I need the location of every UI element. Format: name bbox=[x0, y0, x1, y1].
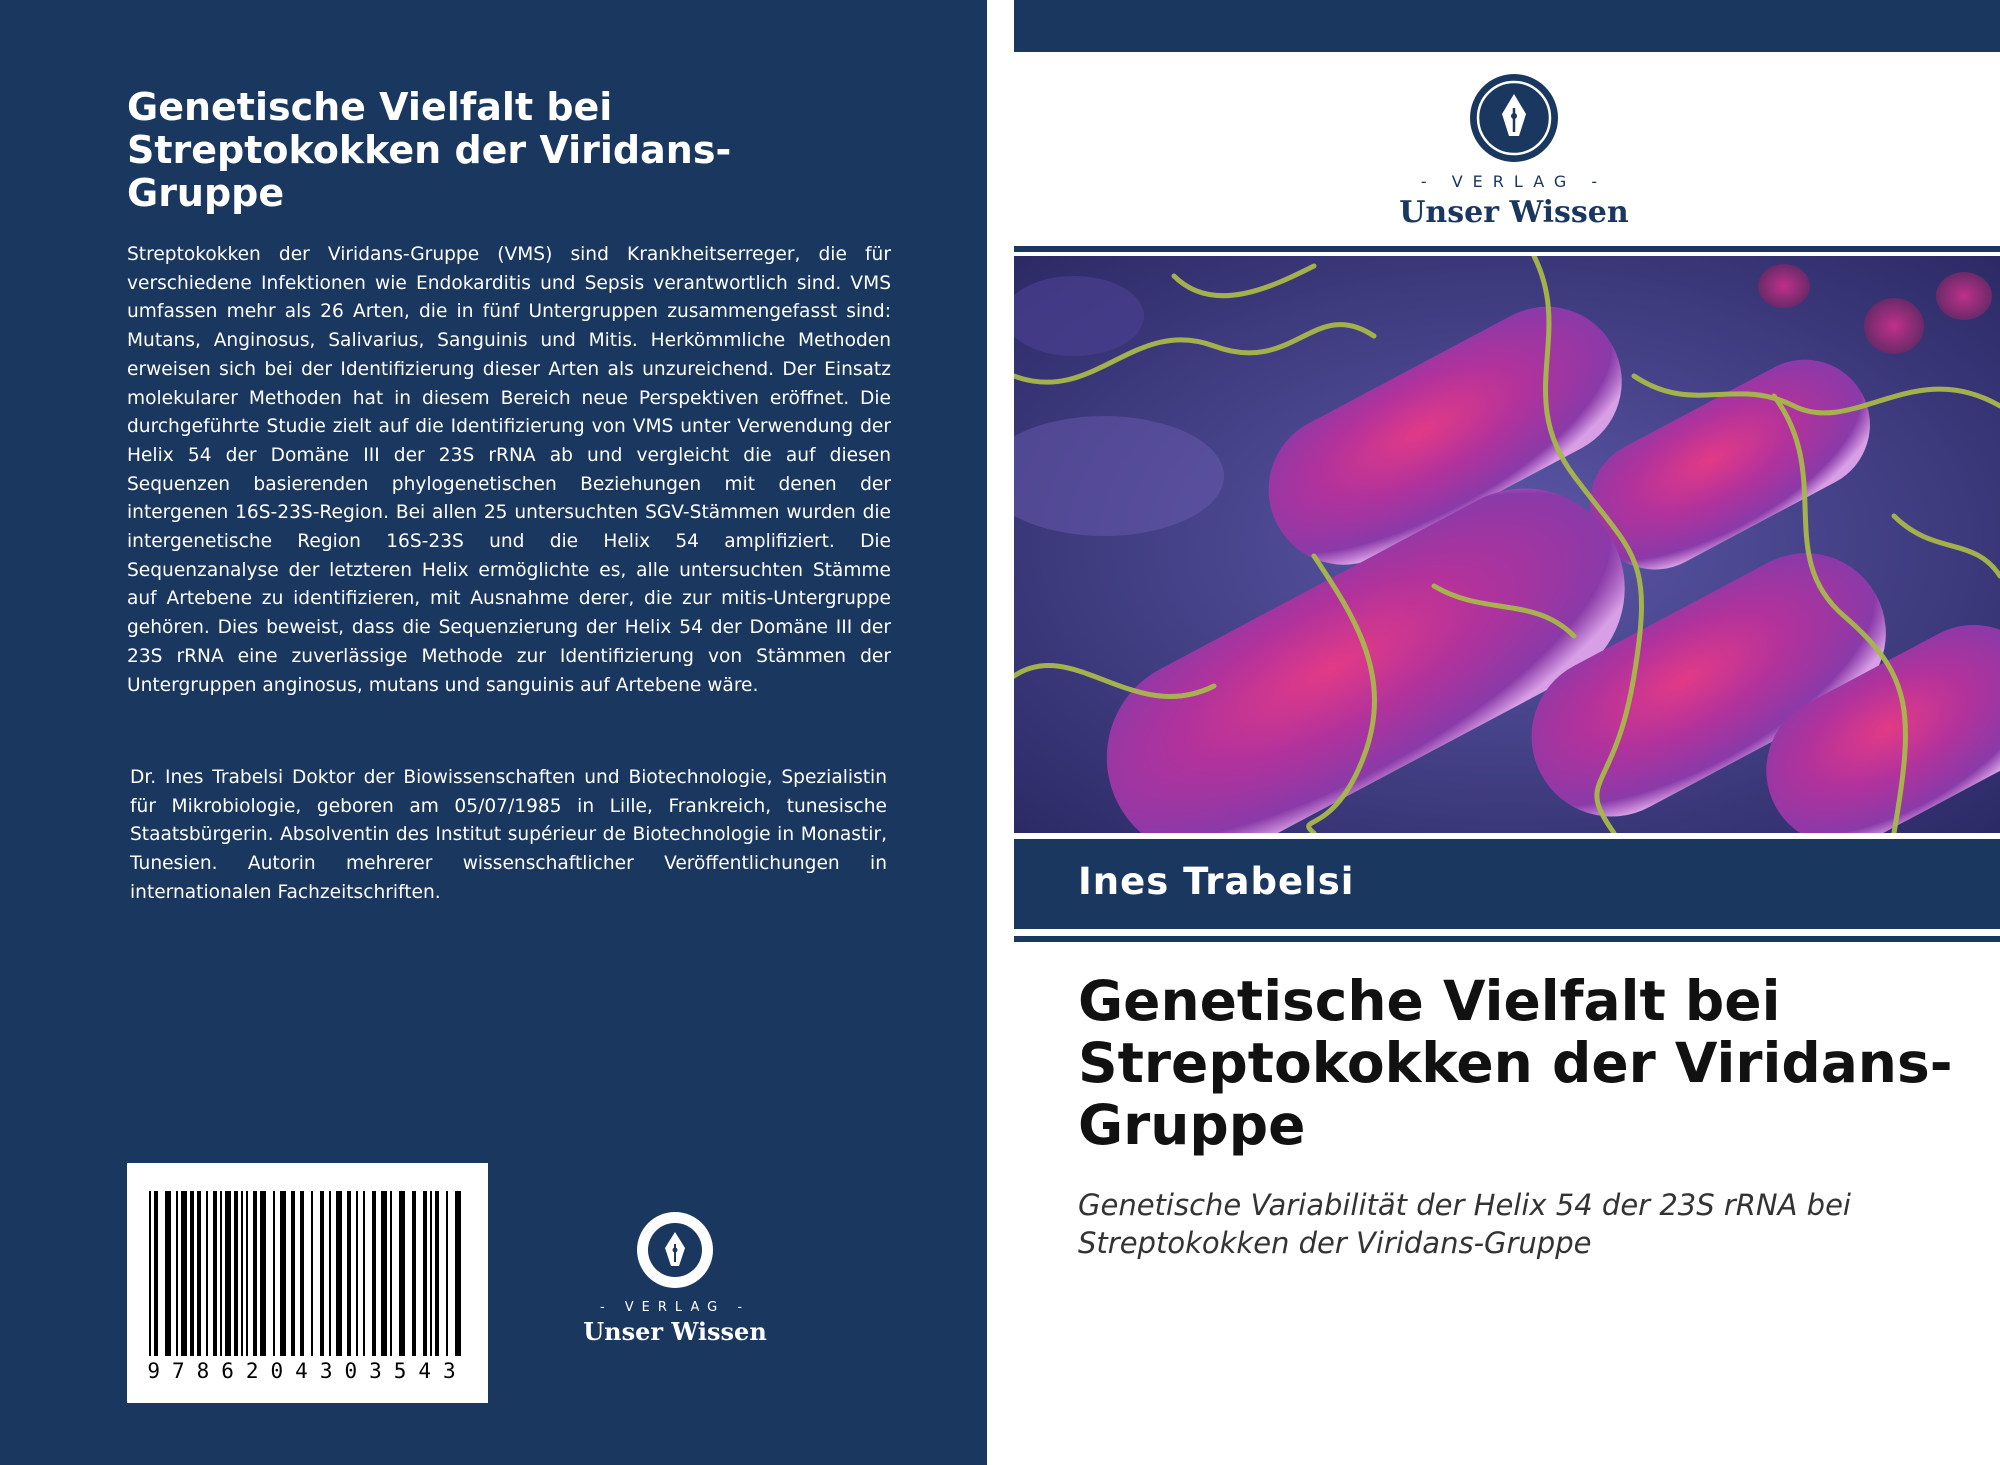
isbn-barcode bbox=[127, 1163, 488, 1403]
lower-rule-thick bbox=[1014, 936, 2000, 942]
author-name: Ines Trabelsi bbox=[1078, 860, 1355, 903]
back-cover-summary: Streptokokken der Viridans-Gruppe (VMS) sind Krankheitserreger, die für verschiedene Infektionen wie Endokarditis und Sepsis verantwortlich sind. VMS umfassen mehr als 26 Arten, die in fünf Untergruppen zusammengefasst sind: Mutans, Anginosus, Salivarius, Sanguinis und Mitis. Herkömmliche Methoden erweisen sich bei der Identifizierung dieser Arten als unzureichend. Der Einsatz molekularer Methoden hat in diesem Bereich neue Perspektiven eröffnet. Die durchgeführte Studie zielt auf die Identifizierung von VMS unter Verwendung der Helix 54 der Domäne III der 23S rRNA ab und vergleicht die auf diesen Sequenzen basierenden phylogenetischen Beziehungen mit denen der intergenen 16S-23S-Region. Bei allen 25 untersuchten SGV-Stämmen wurden die intergenetische Region 16S-23S und die Helix 54 amplifiziert. Die Sequenzanalyse der letzteren Helix ermöglichte es, alle untersuchten Stämme auf Artebene zu identifizieren, mit Ausnahme derer, die zur mitis-Untergruppe gehören. Dies beweist, dass die Sequenzierung der Helix 54 der Domäne III der 23S rRNA eine zuverlässige Methode zur Identifizierung von Stämmen der Untergruppen anginosus, mutans und sanguinis auf Artebene wäre. bbox=[127, 244, 891, 696]
spine-gap bbox=[987, 0, 1014, 1465]
bacteria-illustration bbox=[1014, 256, 2000, 833]
barcode-digits: 9786204303543 bbox=[147, 1359, 468, 1383]
back-publisher-logo bbox=[570, 1210, 780, 1350]
logo-verlag-label: - VERLAG - bbox=[1420, 172, 1608, 191]
back-cover bbox=[0, 0, 987, 1465]
front-cover-title: Genetische Vielfalt bei Streptokokken der Viridans-Gruppe bbox=[1078, 969, 1953, 1157]
logo-publisher-name: Unser Wissen bbox=[583, 1317, 767, 1346]
front-cover bbox=[1014, 0, 2000, 1465]
front-publisher-logo bbox=[1284, 72, 1744, 232]
front-cover-subtitle: Genetische Variabilität der Helix 54 der 23S rRNA bei Streptokokken der Viridans-Gruppe bbox=[1078, 1188, 1851, 1260]
barcode-bars bbox=[127, 1163, 488, 1363]
upper-rule-thick bbox=[1014, 246, 2000, 252]
fountain-pen-nib-icon bbox=[1468, 72, 1560, 164]
logo-verlag-label: - VERLAG - bbox=[599, 1300, 751, 1315]
author-biography: Dr. Ines Trabelsi Doktor der Biowissenschaften und Biotechnologie, Spezialistin für Mikrobiologie, geboren am 05/07/1985 in Lille, Frankreich, tunesische Staatsbürgerin. Absolventin des Institut supérieur de Biotechnologie in Monastir, Tunesien. Autorin mehrerer wissenschaftlicher Veröffentlichungen in internationalen Fachzeitschriften. bbox=[130, 767, 887, 903]
front-top-band bbox=[1014, 0, 2000, 52]
fountain-pen-nib-icon bbox=[635, 1210, 715, 1290]
logo-publisher-name: Unser Wissen bbox=[1399, 195, 1629, 230]
author-band bbox=[1014, 839, 2000, 929]
back-cover-title: Genetische Vielfalt bei Streptokokken der Viridans-Gruppe bbox=[127, 85, 732, 215]
